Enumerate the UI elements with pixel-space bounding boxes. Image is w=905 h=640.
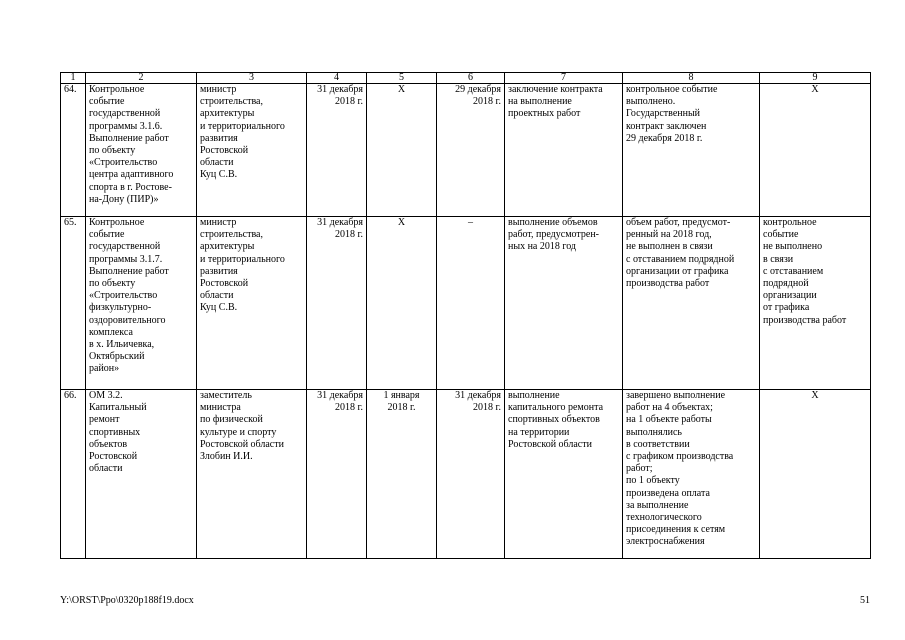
reasons: Х (760, 390, 871, 559)
column-header: 8 (623, 73, 760, 84)
event-name: Контрольное событие государственной программы 3.1.6. Выполнение работ по объекту «Строительство центра адаптивного спорта в г. Ростове- на-Дону (ПИР)» (86, 84, 197, 217)
column-header: 4 (307, 73, 367, 84)
responsible-person: министр строительства, архитектуры и территориального развития Ростовской области Куц С.В. (197, 84, 307, 217)
reasons: Х (760, 84, 871, 217)
plan-date: 31 декабря 2018 г. (307, 84, 367, 217)
start-date: 1 января 2018 г. (367, 390, 437, 559)
column-header: 7 (505, 73, 623, 84)
actual-result: контрольное событие выполнено. Государственный контракт заключен 29 декабря 2018 г. (623, 84, 760, 217)
file-path: Y:\ORST\Ppo\0320p188f19.docx (60, 595, 194, 606)
responsible-person: министр строительства, архитектуры и территориального развития Ростовской области Куц С.В. (197, 217, 307, 390)
end-date: – (437, 217, 505, 390)
end-date: 31 декабря 2018 г. (437, 390, 505, 559)
actual-result: завершено выполнение работ на 4 объектах; на 1 объекте работы выполнялись в соответствии с графиком производства работ; по 1 объекту произведена оплата за выполнение технологического присоединения к сетям электроснабжения (623, 390, 760, 559)
page-number: 51 (860, 595, 870, 606)
event-name: ОМ 3.2. Капитальный ремонт спортивных объектов Ростовской области (86, 390, 197, 559)
table-row (61, 217, 871, 390)
planned-result: заключение контракта на выполнение проектных работ (505, 84, 623, 217)
program-table (60, 72, 871, 559)
column-header: 6 (437, 73, 505, 84)
column-header: 5 (367, 73, 437, 84)
row-number: 65. (61, 217, 86, 390)
reasons: контрольное событие не выполнено в связи с отставанием подрядной организации от графика производства работ (760, 217, 871, 390)
row-number: 66. (61, 390, 86, 559)
end-date: 29 декабря 2018 г. (437, 84, 505, 217)
responsible-person: заместитель министра по физической культуре и спорту Ростовской области Злобин И.И. (197, 390, 307, 559)
row-number: 64. (61, 84, 86, 217)
event-name: Контрольное событие государственной программы 3.1.7. Выполнение работ по объекту «Строительство физкультурно- оздоровительного комплекса в х. Ильичевка, Октябрьский район» (86, 217, 197, 390)
planned-result: выполнение капитального ремонта спортивных объектов на территории Ростовской области (505, 390, 623, 559)
table-row (61, 84, 871, 217)
start-date: Х (367, 84, 437, 217)
plan-date: 31 декабря 2018 г. (307, 217, 367, 390)
column-header: 9 (760, 73, 871, 84)
start-date: Х (367, 217, 437, 390)
column-header: 1 (61, 73, 86, 84)
table-row (61, 390, 871, 559)
actual-result: объем работ, предусмот- ренный на 2018 год, не выполнен в связи с отставанием подрядной организации от графика производства работ (623, 217, 760, 390)
column-header: 2 (86, 73, 197, 84)
column-number-row (61, 73, 871, 84)
column-header: 3 (197, 73, 307, 84)
planned-result: выполнение объемов работ, предусмотрен- ных на 2018 год (505, 217, 623, 390)
plan-date: 31 декабря 2018 г. (307, 390, 367, 559)
